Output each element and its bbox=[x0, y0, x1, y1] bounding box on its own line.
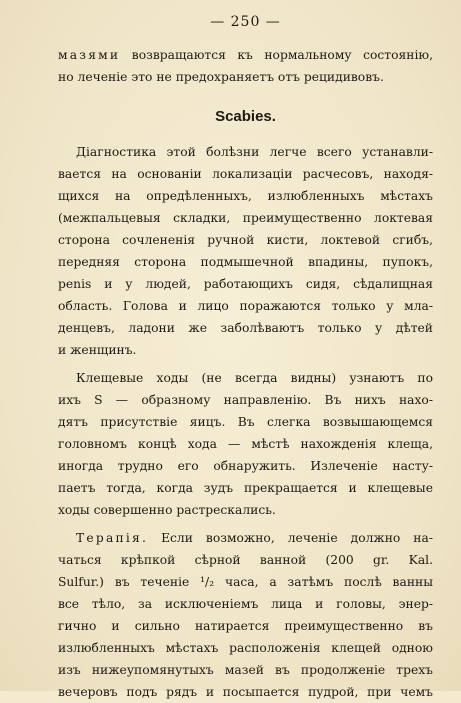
text-line: иногда трудно его обнаружить. Излеченіе насту- bbox=[58, 459, 433, 473]
text-line: мазями возвращаются къ нормальному состоянію, bbox=[58, 48, 433, 62]
text-line: (межпальцевыя складки, преимущественно локтевая bbox=[58, 211, 433, 225]
text-line: Діагностика этой болѣзни легче всего устанавли- bbox=[76, 145, 433, 159]
text-line: денцевъ, ладони же заболѣваютъ только у дѣтей bbox=[58, 321, 433, 335]
text-line: но леченіе это не предохраняетъ отъ рецидивовъ. bbox=[58, 70, 384, 84]
paragraph-diagnostics bbox=[58, 141, 433, 361]
text-line: ихъ S — образному направленію. Въ нихъ нахо- bbox=[58, 393, 433, 407]
paragraph-therapy bbox=[58, 527, 433, 703]
text-line: Терапія. Если возможно, леченіе должно на- bbox=[76, 531, 433, 545]
text-line: передняя сторона подмышечной впадины, пупокъ, bbox=[58, 255, 433, 269]
intro-paragraph bbox=[58, 44, 433, 88]
text-line: и женщинъ. bbox=[58, 343, 137, 357]
text-line: дятъ присутствіе яицъ. Въ слегка возвышающемся bbox=[58, 415, 433, 429]
text-line: ходы совершенно растрескались. bbox=[58, 503, 276, 517]
text-line: излюбленныхъ мѣстахъ расположенія клещей одною bbox=[58, 641, 433, 655]
page-number: — 250 — bbox=[210, 14, 281, 30]
text-line: паетъ тогда, когда зудъ прекращается и клещевые bbox=[58, 481, 433, 495]
text-line: чаться крѣпкой сѣрной ванной (200 gr. Kal. bbox=[58, 553, 433, 567]
text-line: вается на основаніи локализаціи расчесовъ, находя- bbox=[58, 167, 433, 181]
text-line: Sulfur.) въ теченіе ¹/₂ часа, а затѣмъ послѣ ванны bbox=[58, 575, 433, 589]
text-line: изъ нижеупомянутыхъ мазей въ продолженіе трехъ bbox=[58, 663, 433, 677]
text-line: гично и сильно натирается преимущественно въ bbox=[58, 619, 433, 633]
text-line: все тѣло, за исключеніемъ лица и головы, энер- bbox=[58, 597, 433, 611]
text-line: вечеровъ подъ рядъ и посыпается пудрой, при чемъ bbox=[58, 685, 433, 699]
text-line: головномъ концѣ хода — мѣстѣ нахожденія клеща, bbox=[58, 437, 433, 451]
text-line: Клещевые ходы (не всегда видны) узнаютъ по bbox=[76, 371, 433, 385]
section-title: Scabies. bbox=[215, 108, 276, 125]
text-line: щихся на опредѣленныхъ, излюбленныхъ мѣстахъ bbox=[58, 189, 433, 203]
emphasized-word: Терапія. bbox=[76, 531, 149, 545]
text-line: penis и у людей, работающихъ сидя, сѣдалищная bbox=[58, 277, 433, 291]
emphasized-word: мазями bbox=[58, 48, 121, 62]
text-line: область. Голова и лицо поражаются только у мла- bbox=[58, 299, 433, 313]
paragraph-mite-burrows bbox=[58, 367, 433, 521]
text-line: сторона сочлененія ручной кисти, локтевой сгибъ, bbox=[58, 233, 433, 247]
